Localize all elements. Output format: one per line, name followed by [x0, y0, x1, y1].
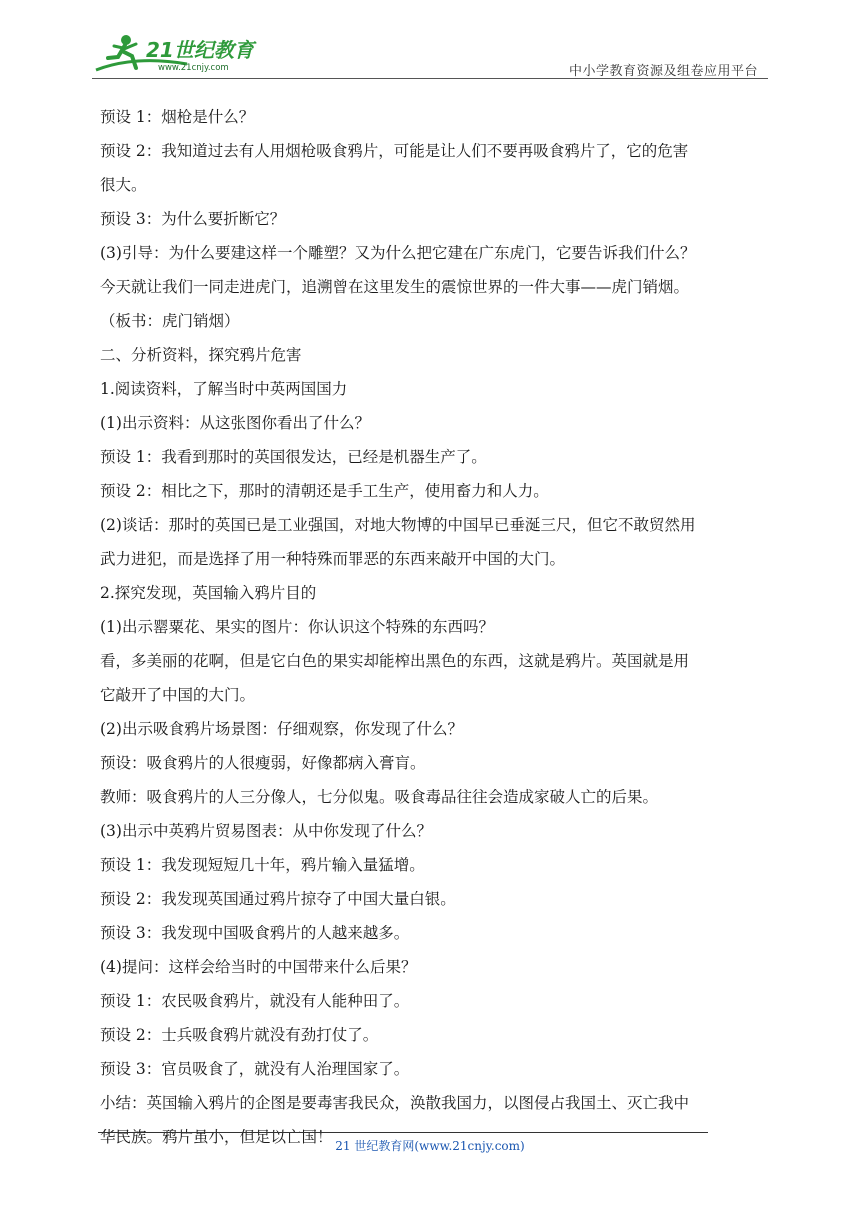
page-header [0, 0, 860, 90]
runner-logo-icon [92, 30, 272, 80]
text-line: 预设 1：农民吸食鸦片，就没有人能种田了。 [100, 992, 410, 1010]
text-line: 预设 1：我看到那时的英国很发达，已经是机器生产了。 [100, 448, 487, 466]
text-line: (3)出示中英鸦片贸易图表：从中你发现了什么？ [100, 822, 432, 840]
subsection-heading: 2.探究发现，英国输入鸦片目的 [100, 584, 317, 602]
text-line: 预设 2：我发现英国通过鸦片掠夺了中国大量白银。 [100, 890, 456, 908]
logo-url-text: www.21cnjy.com [158, 63, 229, 73]
text-line: 小结：英国输入鸦片的企图是要毒害我民众，涣散我国力，以图侵占我国土、灭亡我中 [100, 1094, 690, 1112]
text-line: 预设 2：士兵吸食鸦片就没有劲打仗了。 [100, 1026, 379, 1044]
text-line: 预设 3：官员吸食了，就没有人治理国家了。 [100, 1060, 410, 1078]
text-line: 预设 3：为什么要折断它？ [100, 210, 286, 228]
text-line: (2)谈话：那时的英国已是工业强国，对地大物博的中国早已垂涎三尺，但它不敢贸然用 [100, 516, 696, 534]
text-line: 预设：吸食鸦片的人很瘦弱，好像都病入膏肓。 [100, 754, 426, 772]
text-line: (2)出示吸食鸦片场景图：仔细观察，你发现了什么？ [100, 720, 463, 738]
subsection-heading: 1.阅读资料，了解当时中英两国国力 [100, 380, 348, 398]
header-title: 中小学教育资源及组卷应用平台 [568, 64, 758, 79]
text-line: 预设 2：我知道过去有人用烟枪吸食鸦片，可能是让人们不要再吸食鸦片了，它的危害 [100, 142, 689, 160]
header-divider [92, 78, 768, 79]
text-line: 今天就让我们一同走进虎门，追溯曾在这里发生的震惊世界的一件大事——虎门销烟。 [100, 278, 690, 296]
document-body [100, 100, 765, 1154]
text-line: (4)提问：这样会给当时的中国带来什么后果？ [100, 958, 417, 976]
section-heading: 二、分析资料，探究鸦片危害 [100, 346, 302, 364]
text-line: 预设 3：我发现中国吸食鸦片的人越来越多。 [100, 924, 410, 942]
text-line: 预设 2：相比之下，那时的清朝还是手工生产，使用畜力和人力。 [100, 482, 549, 500]
text-line: 华民族。鸦片虽小，但足以亡国！ [100, 1128, 333, 1146]
text-line: 武力进犯，而是选择了用一种特殊而罪恶的东西来敲开中国的大门。 [100, 550, 566, 568]
footer-divider [98, 1132, 708, 1133]
text-line: (1)出示资料：从这张图你看出了什么？ [100, 414, 370, 432]
text-line: 很大。 [100, 176, 147, 194]
text-line: （板书：虎门销烟） [100, 312, 240, 330]
text-line: 教师：吸食鸦片的人三分像人，七分似鬼。吸食毒品往往会造成家破人亡的后果。 [100, 788, 659, 806]
text-line: (3)引导：为什么要建这样一个雕塑？又为什么把它建在广东虎门，它要告诉我们什么？ [100, 244, 696, 262]
text-line: 预设 1：烟枪是什么？ [100, 108, 255, 126]
text-line: 预设 1：我发现短短几十年，鸦片输入量猛增。 [100, 856, 425, 874]
footer-link[interactable]: 21 世纪教育网(www.21cnjy.com) [335, 1139, 525, 1153]
text-line: 它敲开了中国的大门。 [100, 686, 256, 704]
site-logo [92, 30, 272, 80]
text-line: (1)出示罂粟花、果实的图片：你认识这个特殊的东西吗？ [100, 618, 494, 636]
text-line: 看，多美丽的花啊，但是它白色的果实却能榨出黑色的东西，这就是鸦片。英国就是用 [100, 652, 690, 670]
logo-text: 21世纪教育 [146, 38, 254, 62]
